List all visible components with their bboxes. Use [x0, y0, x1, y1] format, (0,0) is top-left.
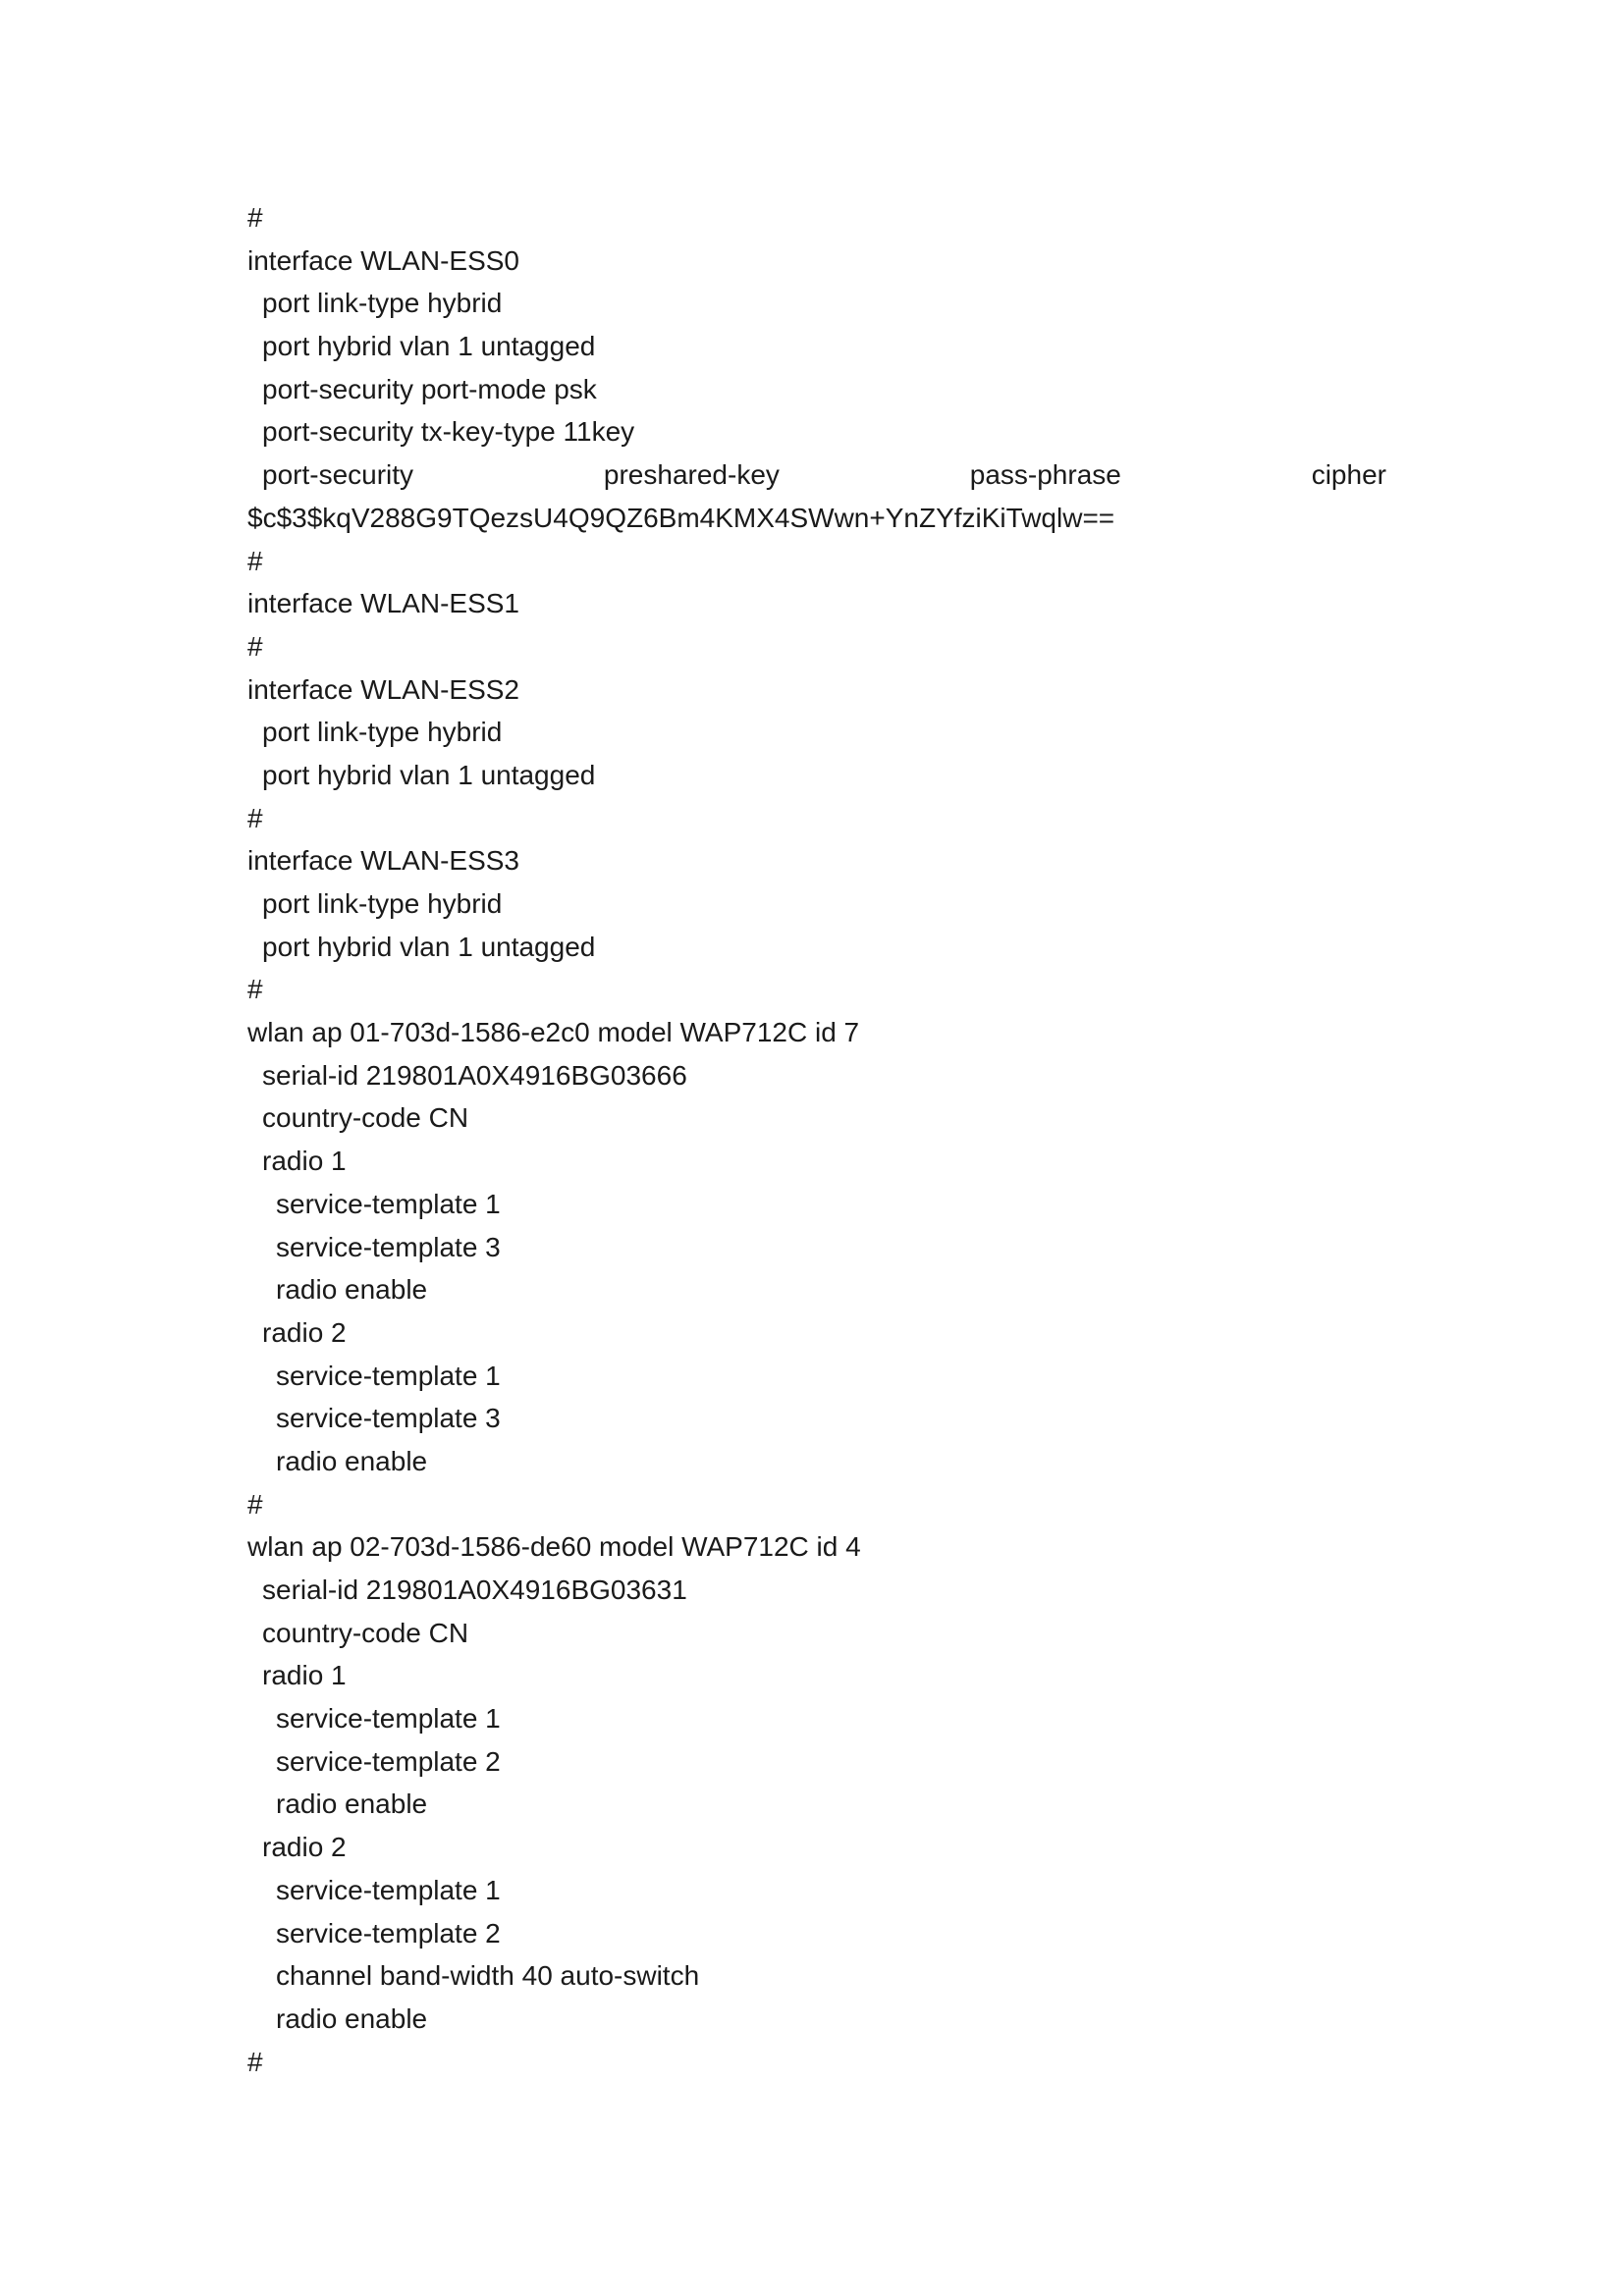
config-line: radio 2 [262, 1316, 347, 1348]
config-line: # [247, 974, 263, 1005]
config-line: radio enable [276, 1789, 428, 1820]
config-line: port-security port-mode psk [262, 373, 597, 404]
config-line: service-template 1 [276, 1360, 501, 1391]
config-line: channel band-width 40 auto-switch [276, 1960, 700, 1992]
config-line: service-template 1 [276, 1874, 501, 1905]
config-line: radio 1 [262, 1660, 347, 1691]
config-line: service-template 1 [276, 1188, 501, 1219]
config-line: service-template 2 [276, 1917, 501, 1949]
config-line: port hybrid vlan 1 untagged [262, 931, 596, 962]
config-line: radio enable [276, 2002, 428, 2034]
config-line-justified [247, 454, 1386, 497]
config-line: port link-type hybrid [262, 288, 503, 319]
config-line: service-template 1 [276, 1703, 501, 1735]
config-line: wlan ap 01-703d-1586-e2c0 model WAP712C id 7 [247, 1017, 860, 1048]
config-line: # [247, 630, 263, 662]
config-line: radio 1 [262, 1146, 347, 1177]
config-line: # [247, 545, 263, 576]
config-line: radio 2 [262, 1832, 347, 1863]
config-line: serial-id 219801A0X4916BG03631 [262, 1575, 687, 1605]
config-line: # [247, 802, 263, 833]
config-line: # [247, 2046, 263, 2077]
config-line: port link-type hybrid [262, 717, 503, 748]
config-line: interface WLAN-ESS0 [247, 244, 519, 276]
config-line: interface WLAN-ESS3 [247, 845, 519, 877]
config-line: port hybrid vlan 1 untagged [262, 331, 596, 362]
config-line: # [247, 1488, 263, 1520]
config-line: port-security tx-key-type 11key [262, 416, 635, 448]
config-line: # [247, 202, 263, 233]
config-line: port link-type hybrid [262, 888, 503, 919]
config-word: preshared-key [603, 459, 780, 491]
config-line: port hybrid vlan 1 untagged [262, 759, 596, 790]
config-listing [247, 196, 1386, 2083]
config-line: radio enable [276, 1445, 428, 1476]
config-line: interface WLAN-ESS2 [247, 673, 519, 705]
config-line: serial-id 219801A0X4916BG03666 [262, 1059, 687, 1091]
config-word: port-security [262, 459, 414, 491]
config-word: pass-phrase [969, 459, 1121, 491]
config-word: cipher [1311, 459, 1386, 491]
config-line: wlan ap 02-703d-1586-de60 model WAP712C id 4 [247, 1531, 861, 1563]
config-line: $c$3$kqV288G9TQezsU4Q9QZ6Bm4KMX4SWwn+YnZYfziKiTwqlw== [247, 502, 1115, 533]
config-line: service-template 2 [276, 1745, 501, 1777]
config-line: country-code CN [262, 1102, 469, 1134]
config-line: country-code CN [262, 1617, 469, 1648]
config-line: radio enable [276, 1274, 428, 1306]
config-line: service-template 3 [276, 1231, 501, 1262]
config-line: service-template 3 [276, 1403, 501, 1434]
config-line: interface WLAN-ESS1 [247, 588, 519, 619]
